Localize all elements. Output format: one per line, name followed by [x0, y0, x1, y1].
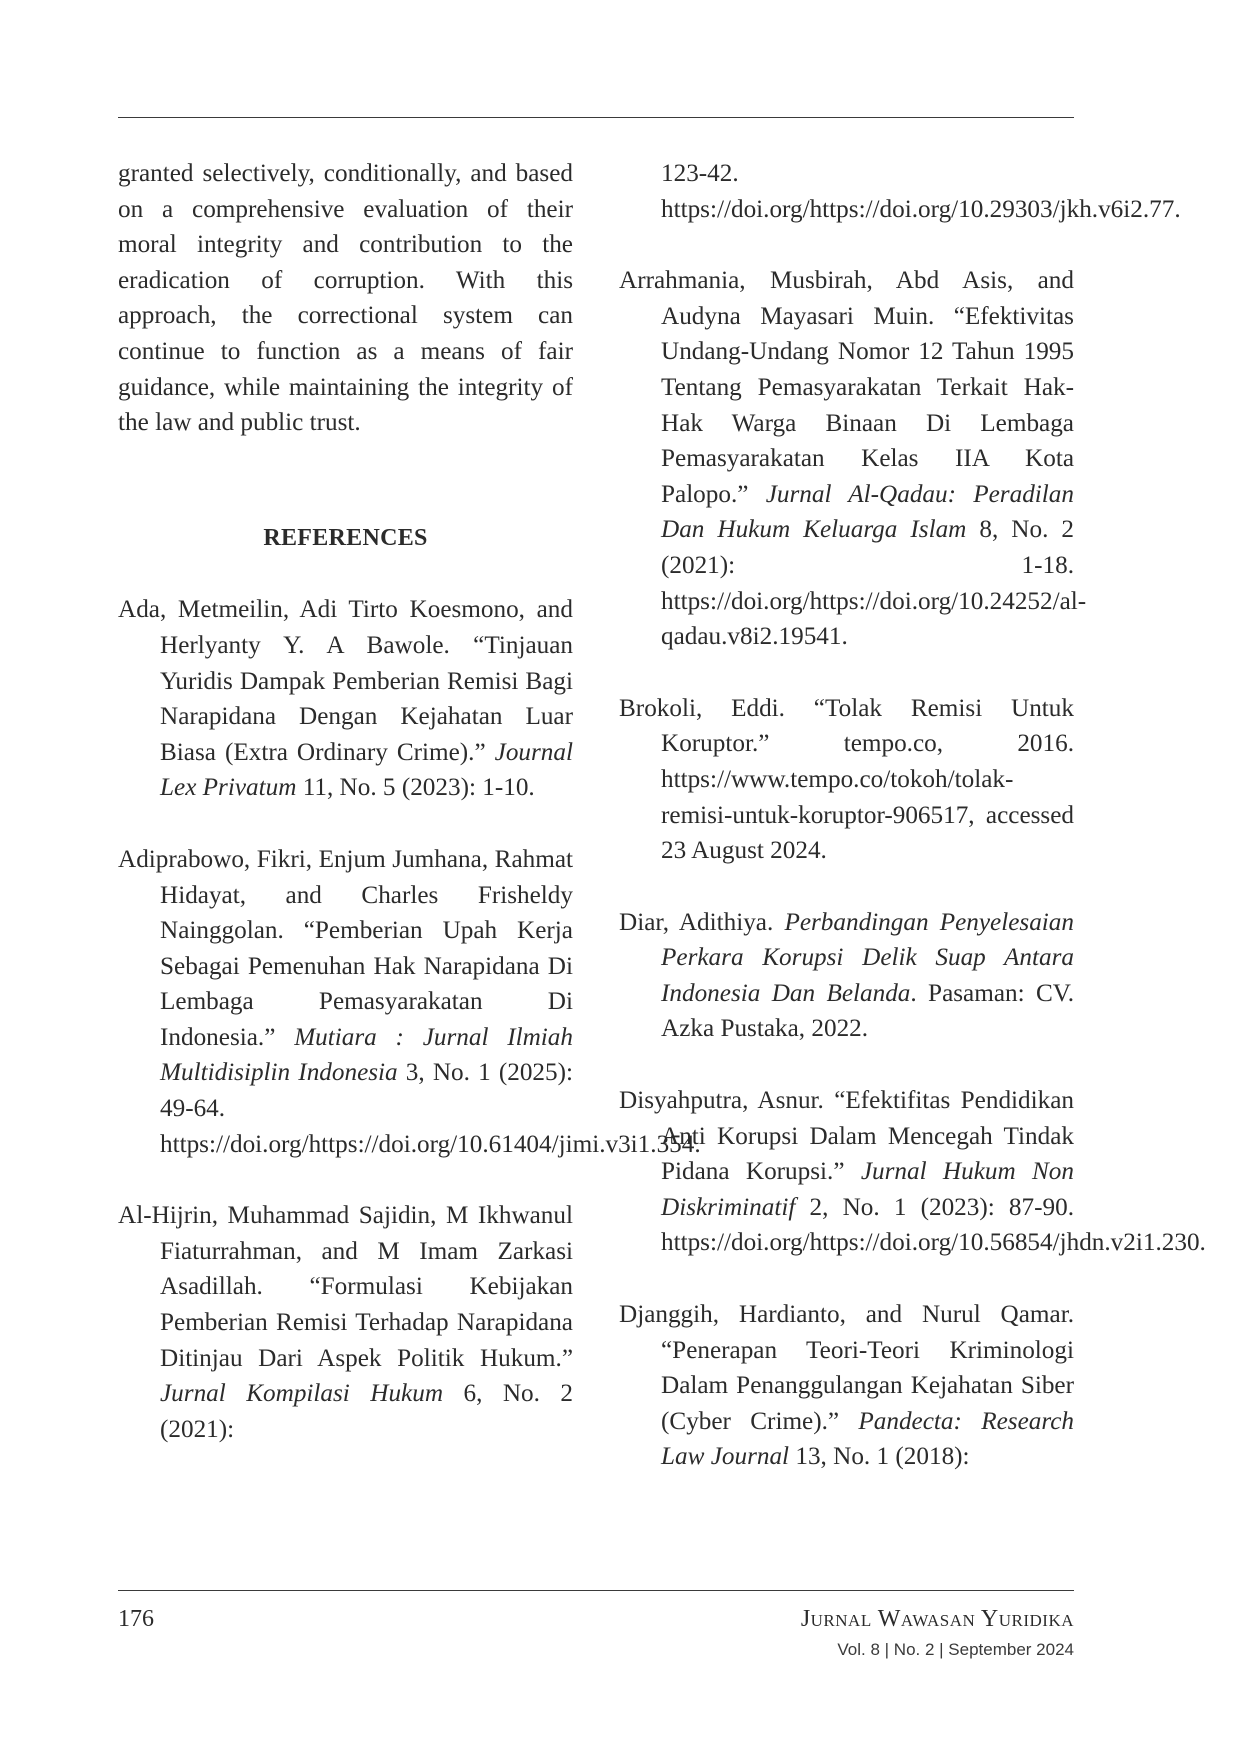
reference-details: . Pasaman: CV. Azka Pustaka, 2022. [661, 979, 1074, 1043]
reference-entry [118, 1198, 573, 1447]
reference-text: Adiprabowo, Fikri, Enjum Jumhana, Rahmat Hidayat, and Charles Frisheldy Nainggolan. “Pemberian Upah Kerja Sebagai Pemenuhan Hak Narapidana Di Lembaga Pemasyarakatan Di Indonesia.” [118, 845, 573, 1051]
reference-text: Brokoli, Eddi. “Tolak Remisi Untuk Koruptor.” tempo.co, 2016. https://www.tempo.co/tokoh/tolak-remisi-untuk-koruptor-906517, accessed 23 August 2024. [619, 694, 1074, 865]
references-heading: REFERENCES [263, 524, 428, 551]
reference-entry [619, 1083, 1206, 1261]
journal-title: Jurnal Kompilasi Hukum [160, 1380, 444, 1408]
reference-text: Ada, Metmeilin, Adi Tirto Koesmono, and Herlyanty Y. A Bawole. “Tinjauan Yuridis Dampak Pemberian Remisi Bagi Narapidana Dengan Kejahatan Luar Biasa (Extra Ordinary Crime).” [118, 596, 573, 766]
reference-continuation: 123-42. https://doi.org/https://doi.org/10.29303/jkh.v6i2.77. [661, 160, 1181, 223]
journal-title: Journal Lex Privatum [160, 738, 573, 802]
reference-details: 8, No. 2 (2021): 1-18. https://doi.org/https://doi.org/10.24252/al-qadau.v8i2.19541. [661, 516, 1087, 651]
reference-text: Disyahputra, Asnur. “Efektifitas Pendidikan Anti Korupsi Dalam Mencegah Tindak Pidana Korupsi.” [619, 1087, 1074, 1186]
journal-name-text: Jurnal Wawasan Yuridika [800, 1606, 1074, 1632]
reference-text: Diar, Adithiya. [619, 908, 785, 936]
footer-rule [118, 1590, 1074, 1591]
book-title: Perbandingan Penyelesaian Perkara Korupsi Delik Suap Antara Indonesia Dan Belanda [661, 908, 1074, 1007]
header-rule [118, 117, 1074, 118]
left-column [118, 156, 701, 1483]
page-number: 176 [118, 1606, 154, 1632]
right-column [619, 156, 1206, 1511]
reference-details: 2, No. 1 (2023): 87-90. https://doi.org/https://doi.org/10.56854/jhdn.v2i1.230. [661, 1193, 1206, 1257]
reference-details: 3, No. 1 (2025): 49-64. https://doi.org/https://doi.org/10.61404/jimi.v3i1.354. [160, 1059, 701, 1158]
journal-title: Jurnal Al-Qadau: Peradilan Dan Hukum Keluarga Islam [661, 480, 1074, 544]
journal-title: Jurnal Hukum Non Diskriminatif [661, 1158, 1074, 1221]
reference-entry [118, 842, 701, 1162]
reference-entry [619, 263, 1087, 655]
journal-name [801, 1606, 1074, 1633]
reference-entry [118, 592, 573, 806]
journal-title: Mutiara : Jurnal Ilmiah Multidisiplin Indonesia [160, 1023, 573, 1087]
reference-entry [619, 1297, 1074, 1475]
reference-details: 6, No. 2 (2021): [160, 1380, 573, 1443]
intro-paragraph: granted selectively, conditionally, and based on a comprehensive evaluation of their moral integrity and contribution to the eradication of corruption. With this approach, the correctional system can continue to function as a means of fair guidance, while maintaining the integrity of the law and public trust. [118, 160, 573, 437]
journal-title: Pandecta: Research Law Journal [661, 1407, 1074, 1471]
reference-entry [619, 691, 1074, 869]
reference-details: 11, No. 5 (2023): 1-10. [296, 774, 535, 802]
reference-text: Arrahmania, Musbirah, Abd Asis, and Audyna Mayasari Muin. “Efektivitas Undang-Undang Nomor 12 Tahun 1995 Tentang Pemasyarakatan Terkait Hak-Hak Warga Binaan Di Lembaga Pemasyarakatan Kelas IIA Kota Palopo.” [619, 267, 1074, 508]
issue-info: Vol. 8 | No. 2 | September 2024 [837, 1640, 1074, 1659]
reference-details: 13, No. 1 (2018): [789, 1443, 970, 1471]
reference-text: Djanggih, Hardianto, and Nurul Qamar. “Penerapan Teori-Teori Kriminologi Dalam Penanggulangan Kejahatan Siber (Cyber Crime).” [619, 1301, 1074, 1435]
reference-text: Al-Hijrin, Muhammad Sajidin, M Ikhwanul Fiaturrahman, and M Imam Zarkasi Asadillah. “Formulasi Kebijakan Pemberian Remisi Terhadap Narapidana Ditinjau Dari Aspek Politik Hukum.” [118, 1202, 573, 1372]
reference-entry [619, 905, 1074, 1047]
